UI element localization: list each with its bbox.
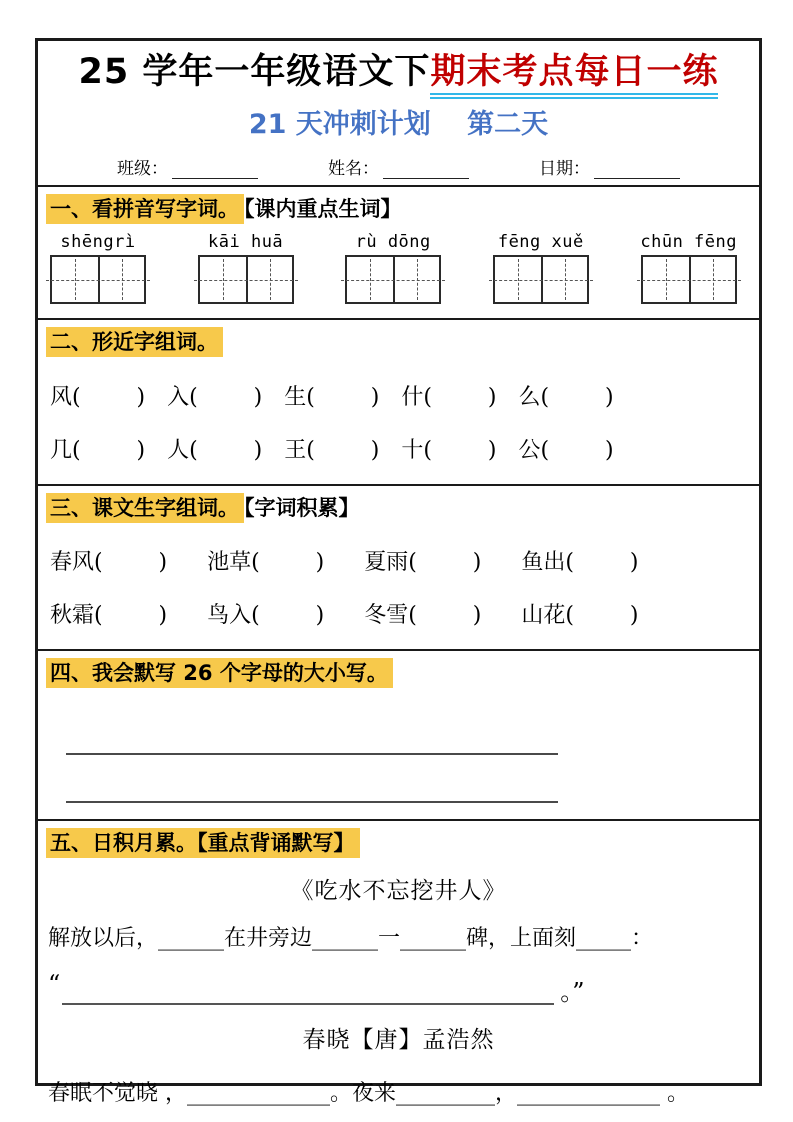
pinyin-word	[198, 232, 294, 304]
word-pair-item: 公( )	[518, 437, 614, 463]
student-info-row	[38, 154, 759, 179]
poem-2-title: 春晓【唐】孟浩然	[302, 1027, 495, 1054]
class-blank-line	[172, 159, 258, 179]
word-pair-row	[38, 433, 759, 484]
word-pair-item: 王( )	[284, 437, 380, 463]
word-pair-item: 什( )	[401, 384, 497, 410]
word-pair-item: 鸟入( )	[207, 603, 325, 629]
word-pair-item: 池草( )	[207, 550, 325, 576]
title-red-part: 期末考点每日一练	[430, 52, 718, 99]
quote-fill-line	[38, 972, 759, 1007]
word-pair-item: 秋霜( )	[50, 603, 168, 629]
fill-in-blank-line: 解放以后，______在井旁边______一______碑，上面刻_____：	[48, 926, 654, 952]
pinyin-label: kāi huā	[208, 232, 284, 253]
name-field	[328, 154, 469, 179]
section-5-recitation	[38, 819, 759, 1107]
word-pair-item: 冬雪( )	[364, 603, 482, 629]
word-pair-item: 入( )	[167, 384, 263, 410]
title-black-part: 25 学年一年级语文下	[78, 52, 431, 92]
section-1-heading-note: 【课内重点生词】	[244, 197, 402, 221]
section-2-heading-highlight: 二、形近字组词。	[46, 327, 223, 357]
section-3-text-words	[38, 484, 759, 649]
section-4-heading-highlight: 四、我会默写 26 个字母的大小写。	[46, 658, 393, 688]
section-1-heading	[38, 187, 759, 224]
writing-grid	[345, 255, 441, 304]
word-pair-item: 夏雨( )	[364, 550, 482, 576]
section-1-pinyin-writing	[38, 185, 759, 318]
writing-grid	[50, 255, 146, 304]
name-blank-line	[383, 159, 469, 179]
section-5-heading	[38, 821, 759, 858]
word-pair-item: 山花( )	[521, 603, 639, 629]
dashed-guide-line	[46, 280, 150, 281]
close-quote: 。”	[560, 978, 585, 1007]
writing-grid	[641, 255, 737, 304]
section-3-heading-highlight: 三、课文生字组词。	[46, 493, 244, 523]
section-5-heading-highlight: 五、日积月累。【重点背诵默写】	[46, 828, 360, 858]
word-pair-item: 几( )	[50, 437, 146, 463]
word-pair-row	[38, 545, 759, 576]
word-pair-item: 鱼出( )	[521, 550, 639, 576]
section-1-heading-highlight: 一、看拼音写字词。	[46, 194, 244, 224]
page-title	[38, 49, 759, 96]
poem-2-fill-line: 春眠不觉晓 ，_____________。夜来_________，_____________ 。	[48, 1081, 689, 1107]
class-label: 班级：	[117, 159, 168, 180]
dashed-guide-line	[194, 280, 298, 281]
date-label: 日期：	[539, 159, 590, 180]
date-field	[539, 154, 680, 179]
pinyin-word	[493, 232, 589, 304]
word-pair-row	[38, 598, 759, 649]
word-pair-item: 人( )	[167, 437, 263, 463]
word-pair-item: 生( )	[284, 384, 380, 410]
name-label: 姓名：	[328, 159, 379, 180]
pinyin-label: rù dōng	[355, 232, 431, 253]
section-2-heading	[38, 320, 759, 357]
pinyin-label: shēngrì	[60, 232, 136, 253]
pinyin-label: fēng xuě	[497, 232, 584, 253]
dashed-guide-line	[489, 280, 593, 281]
answer-line	[66, 801, 558, 803]
dashed-guide-line	[637, 280, 741, 281]
section-2-similar-characters	[38, 318, 759, 483]
word-pair-row	[38, 380, 759, 411]
dashed-guide-line	[341, 280, 445, 281]
pinyin-word	[640, 232, 737, 304]
answer-line	[66, 753, 558, 755]
date-blank-line	[594, 159, 680, 179]
pinyin-words-row	[38, 224, 759, 318]
page-subtitle: 21 天冲刺计划 第二天	[248, 109, 549, 141]
class-field	[117, 154, 258, 179]
quote-blank-line	[62, 979, 554, 1005]
writing-grid	[198, 255, 294, 304]
word-pair-item: 风( )	[50, 384, 146, 410]
pinyin-label: chūn fēng	[640, 232, 737, 253]
pinyin-word	[50, 232, 146, 304]
writing-grid	[493, 255, 589, 304]
word-pair-item: 么( )	[518, 384, 614, 410]
pinyin-word	[345, 232, 441, 304]
section-4-heading	[38, 651, 759, 688]
header	[38, 41, 759, 185]
worksheet-page	[35, 38, 762, 1107]
section-3-heading-note: 【字词积累】	[244, 495, 360, 520]
open-quote: “	[48, 970, 61, 999]
word-pair-item: 十( )	[401, 437, 497, 463]
word-pair-item: 春风( )	[50, 550, 168, 576]
poem-1-title: 《吃水不忘挖井人》	[290, 878, 507, 905]
section-3-heading	[38, 486, 759, 523]
section-4-alphabet-writing	[38, 649, 759, 802]
